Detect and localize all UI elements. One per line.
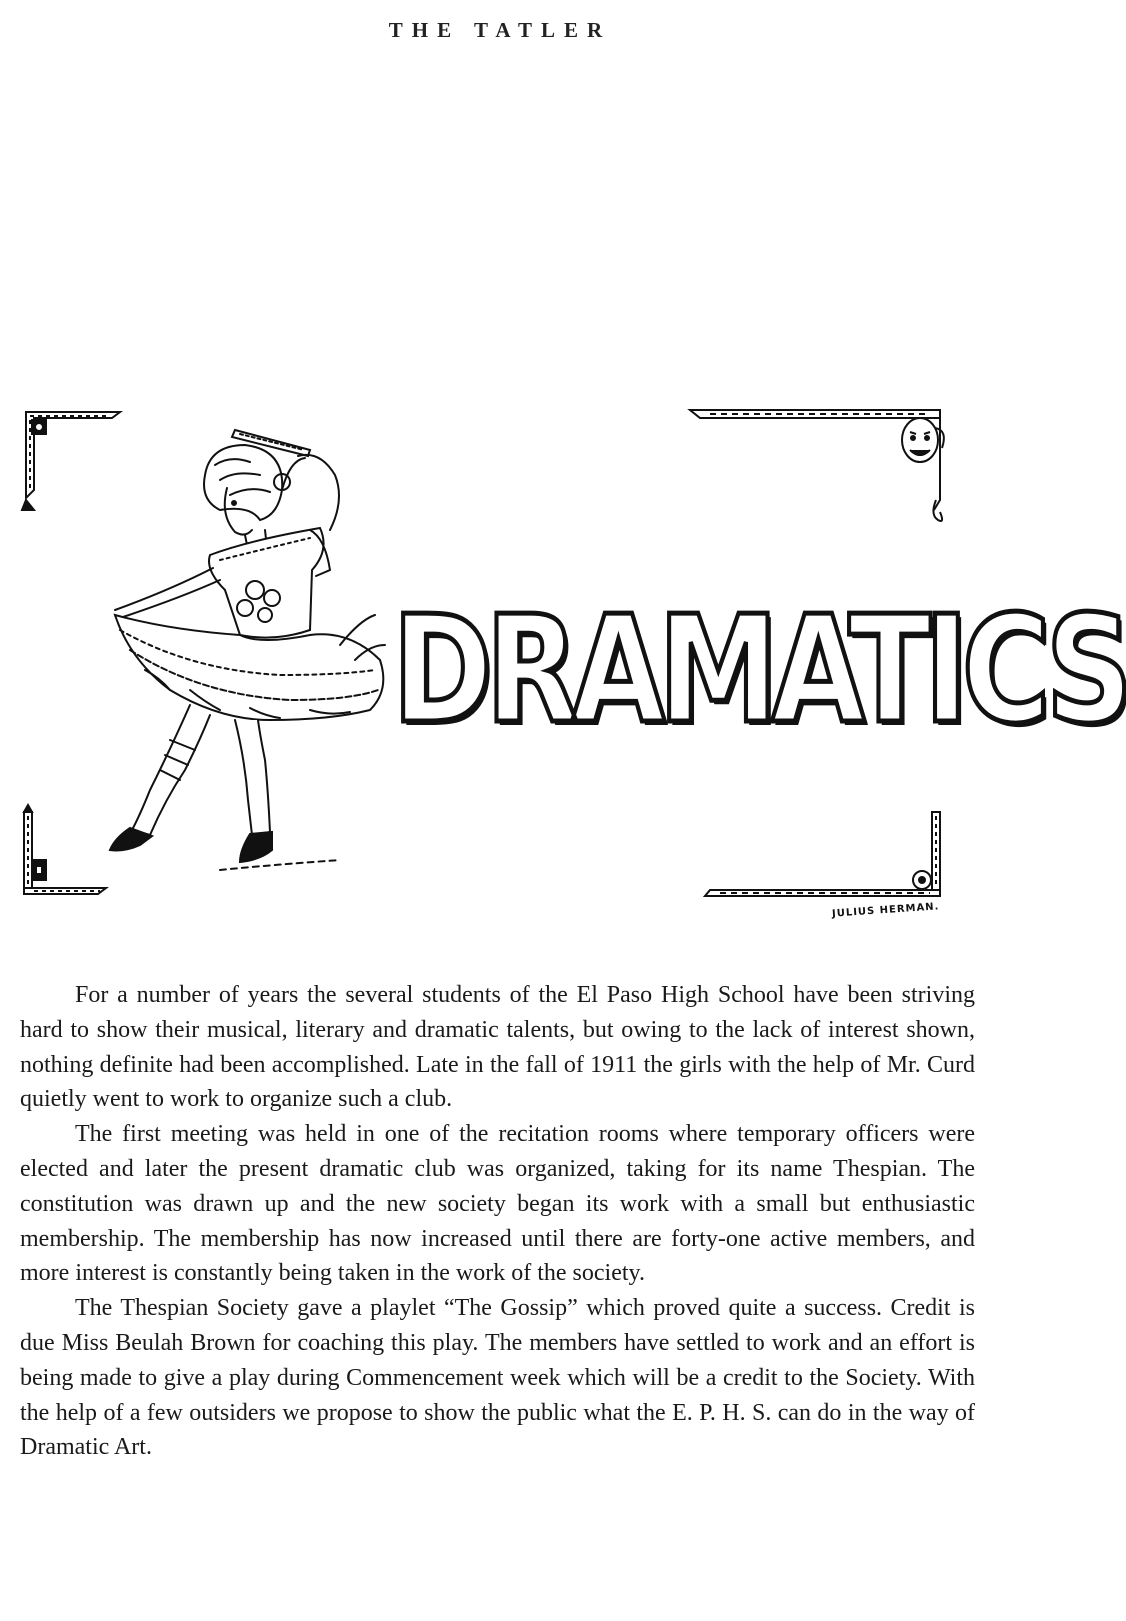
article-paragraph: The first meeting was held in one of the recitation rooms where temporary officers were elected and later the present dramatic club was organized, taking for its name Thespian. The constitution was drawn up and the new society began its work with a small but enthusiastic membership. The membership has now increased until there are forty-one active members, and more interest is constantly being taken in the work of the society.	[20, 1121, 975, 1287]
dramatics-banner	[20, 420, 1126, 930]
article-paragraph: The Thespian Society gave a playlet “The Gossip” which proved quite a success. Credit is due Miss Beulah Brown for coaching this play. The members have settled to work and an effort is being made to give a play during Commencement week which will be a credit to the Society. With the help of a few outsiders we propose to show the public what the E. P. H. S. can do in the way of Dramatic Art.	[20, 1295, 975, 1461]
article-paragraph: For a number of years the several students of the El Paso High School have been striving hard to show their musical, literary and dramatic talents, but owing to the lack of interest shown, nothing definite had been accomplished. Late in the fall of 1911 the girls with the help of Mr. Curd quietly went to work to organize such a club.	[20, 982, 975, 1113]
theater-mask-icon	[902, 418, 944, 462]
corner-ornament-bottom-right	[705, 812, 940, 896]
article-body	[20, 978, 975, 1465]
artist-signature: JULIUS HERMAN.	[831, 901, 940, 920]
section-title: DRAMATICS	[392, 584, 1126, 756]
corner-ornament-top-left	[22, 412, 120, 510]
corner-ornament-bottom-left	[24, 805, 106, 894]
corner-ornament-top-right	[690, 410, 942, 521]
dancing-woman-illustration	[110, 430, 385, 870]
running-title: THE TATLER	[388, 18, 612, 42]
